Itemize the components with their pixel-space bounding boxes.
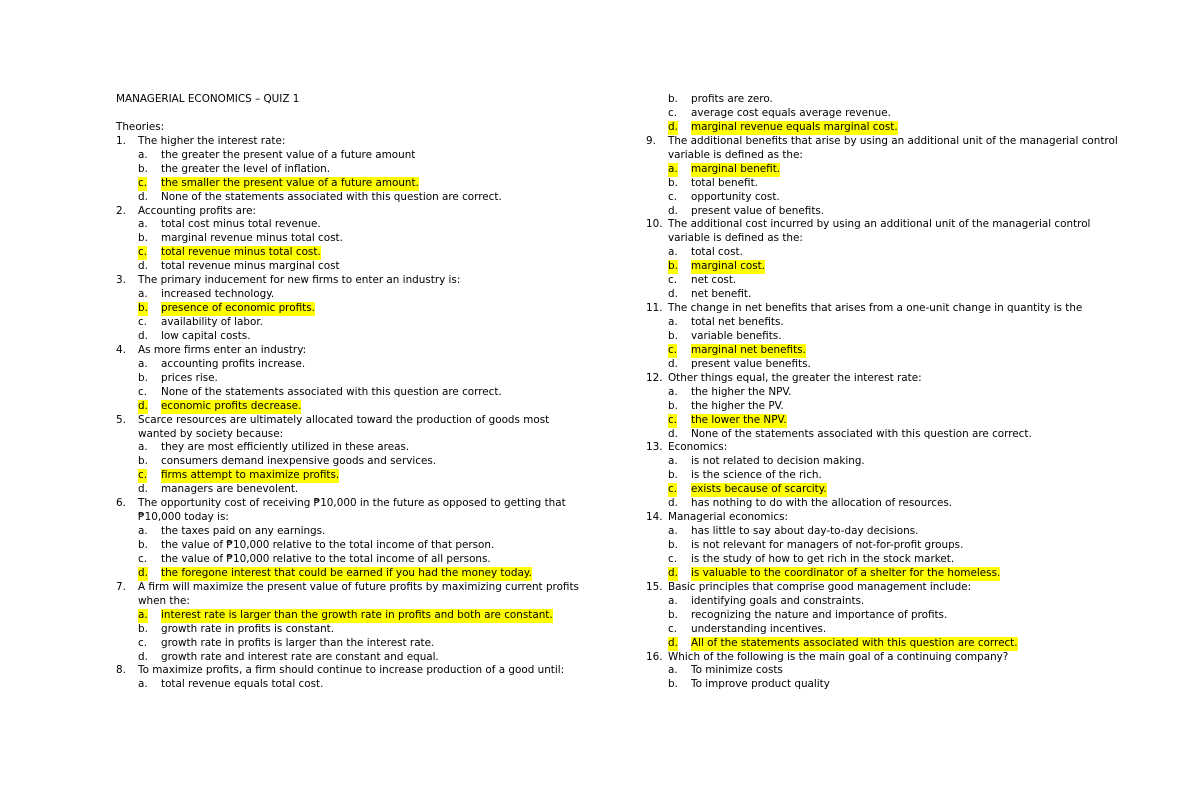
question-text: Which of the following is the main goal of a continuing company? [668, 650, 1009, 663]
answer-option [646, 358, 1126, 372]
option-letter: d. [138, 399, 148, 412]
answer-option [116, 288, 596, 302]
question-text: To maximize profits, a firm should continue to increase production of a good until: [138, 664, 565, 677]
answer-option [116, 455, 596, 469]
option-letter: d. [668, 204, 678, 217]
option-text: is not relevant for managers of not-for-profit groups. [691, 539, 964, 551]
question-text: The change in net benefits that arises from a one-unit change in quantity is the [668, 302, 1083, 315]
question-item [646, 511, 1126, 525]
option-text: prices rise. [161, 371, 218, 384]
question-number: 14. [646, 511, 663, 524]
option-letter: d. [668, 288, 678, 301]
option-letter: a. [138, 357, 148, 370]
answer-option [646, 246, 1126, 260]
question-number: 10. [646, 218, 663, 231]
option-text: the higher the PV. [691, 399, 784, 412]
question-text: Economics: [668, 441, 728, 454]
answer-option-highlighted [646, 637, 1126, 651]
answer-option [116, 191, 596, 205]
question-number: 6. [116, 497, 126, 510]
question-item [116, 497, 596, 511]
option-text: present value benefits. [691, 357, 811, 370]
option-text: is not related to decision making. [691, 455, 865, 468]
option-letter: c. [668, 483, 678, 496]
option-text: total benefit. [691, 176, 758, 189]
option-text: total revenue minus total cost. [161, 246, 321, 259]
option-letter: b. [668, 608, 678, 621]
answer-option [646, 595, 1126, 609]
option-letter: d. [668, 357, 678, 370]
question-text: variable is defined as the: [668, 232, 803, 245]
option-letter: b. [668, 329, 678, 342]
question-item [116, 135, 596, 149]
option-letter: c. [138, 385, 148, 398]
option-text: the smaller the present value of a future amount. [161, 176, 419, 189]
option-letter: b. [138, 302, 148, 315]
option-letter: a. [138, 441, 148, 454]
question-number: 8. [116, 664, 126, 677]
option-text: To minimize costs [691, 664, 783, 677]
option-letter: b. [668, 539, 678, 551]
question-text: variable is defined as the: [668, 148, 803, 161]
option-text: To improve product quality [691, 678, 830, 691]
question-number: 7. [116, 580, 126, 593]
option-text: All of the statements associated with this question are correct. [691, 636, 1018, 649]
option-text: total revenue minus marginal cost [161, 260, 340, 273]
answer-option [646, 428, 1126, 442]
option-text: the higher the NPV. [691, 385, 792, 398]
option-text: low capital costs. [161, 329, 251, 342]
question-text-continuation [646, 232, 1126, 246]
option-text: the greater the present value of a future amount [161, 148, 416, 161]
blank-line [116, 107, 596, 121]
question-item [646, 372, 1126, 386]
answer-option [646, 274, 1126, 288]
answer-option [116, 386, 596, 400]
option-letter: c. [668, 106, 678, 119]
option-text: is the study of how to get rich in the stock market. [691, 552, 955, 565]
answer-option [116, 553, 596, 567]
option-letter: b. [668, 678, 678, 691]
option-text: net benefit. [691, 288, 752, 301]
option-text: the lower the NPV. [691, 413, 787, 426]
option-letter: d. [138, 566, 148, 579]
option-letter: a. [138, 218, 148, 231]
option-text: economic profits decrease. [161, 399, 302, 412]
option-letter: b. [138, 622, 148, 635]
question-text: The additional benefits that arise by using an additional unit of the managerial control [668, 134, 1118, 147]
question-number: 3. [116, 274, 126, 287]
answer-option [646, 455, 1126, 469]
option-text: marginal cost. [691, 260, 766, 273]
option-letter: d. [138, 260, 148, 273]
answer-option [646, 609, 1126, 623]
question-text: wanted by society because: [138, 427, 284, 440]
question-number: 15. [646, 580, 663, 593]
question-text: Accounting profits are: [138, 204, 256, 217]
option-letter: b. [138, 371, 148, 384]
answer-option [646, 664, 1126, 678]
option-letter: d. [668, 497, 678, 510]
answer-option [116, 316, 596, 330]
page-title-line [116, 93, 596, 107]
option-letter: c. [138, 552, 148, 565]
answer-option-highlighted [116, 567, 596, 581]
option-text: average cost equals average revenue. [691, 106, 891, 119]
answer-option [116, 218, 596, 232]
option-text: exists because of scarcity. [691, 483, 827, 496]
option-letter: d. [668, 120, 678, 133]
answer-option [646, 400, 1126, 414]
answer-option [646, 205, 1126, 219]
answer-option [116, 330, 596, 344]
question-item [116, 344, 596, 358]
answer-option [116, 358, 596, 372]
option-letter: a. [668, 246, 678, 259]
option-text: growth rate in profits is constant. [161, 622, 335, 635]
question-item [116, 581, 596, 595]
question-item [646, 581, 1126, 595]
question-number: 12. [646, 371, 663, 384]
question-text: Basic principles that comprise good management include: [668, 580, 972, 593]
option-text: accounting profits increase. [161, 357, 306, 370]
right-column [646, 93, 1126, 692]
answer-option [646, 316, 1126, 330]
question-number: 1. [116, 134, 126, 147]
answer-option-highlighted [116, 400, 596, 414]
answer-option-highlighted [116, 246, 596, 260]
answer-option-highlighted [116, 177, 596, 191]
question-text: The additional cost incurred by using an additional unit of the managerial control [668, 218, 1091, 231]
question-item [646, 218, 1126, 232]
question-text: Scarce resources are ultimately allocated toward the production of goods most [138, 413, 550, 426]
answer-option [116, 623, 596, 637]
option-letter: c. [668, 343, 678, 356]
option-text: identifying goals and constraints. [691, 594, 865, 607]
option-letter: d. [138, 483, 148, 496]
option-letter: b. [668, 399, 678, 412]
option-text: increased technology. [161, 288, 275, 301]
option-text: availability of labor. [161, 316, 263, 328]
question-item [116, 274, 596, 288]
answer-option [646, 469, 1126, 483]
option-text: marginal revenue equals marginal cost. [691, 120, 898, 133]
answer-option [116, 260, 596, 274]
answer-option-highlighted [646, 483, 1126, 497]
option-letter: b. [138, 162, 148, 175]
answer-option-highlighted [646, 121, 1126, 135]
question-item [116, 664, 596, 678]
answer-option [116, 441, 596, 455]
answer-option [116, 637, 596, 651]
answer-option-highlighted [646, 163, 1126, 177]
answer-option [116, 232, 596, 246]
answer-option [646, 623, 1126, 637]
question-text: Managerial economics: [668, 511, 789, 524]
option-letter: c. [138, 316, 148, 328]
question-item [646, 302, 1126, 316]
option-letter: a. [668, 525, 678, 538]
answer-option [116, 678, 596, 692]
question-number: 4. [116, 343, 126, 356]
option-text: variable benefits. [691, 329, 782, 342]
option-letter: a. [668, 594, 678, 607]
question-item [646, 441, 1126, 455]
option-letter: c. [138, 246, 148, 259]
question-text: A firm will maximize the present value of future profits by maximizing current profits [138, 580, 579, 593]
option-text: is the science of the rich. [691, 469, 822, 482]
question-text: The primary inducement for new firms to enter an industry is: [138, 274, 461, 287]
answer-option-highlighted [646, 260, 1126, 274]
option-letter: a. [138, 678, 148, 691]
option-letter: d. [668, 566, 678, 579]
option-letter: a. [668, 664, 678, 677]
option-text: the greater the level of inflation. [161, 162, 331, 175]
page-title: MANAGERIAL ECONOMICS – QUIZ 1 [116, 93, 300, 105]
option-text: firms attempt to maximize profits. [161, 469, 340, 482]
option-letter: a. [668, 385, 678, 398]
option-letter: b. [138, 455, 148, 468]
option-text: total cost. [691, 246, 743, 259]
option-text: they are most efficiently utilized in these areas. [161, 441, 410, 454]
option-letter: d. [138, 329, 148, 342]
option-letter: b. [668, 469, 678, 482]
option-text: None of the statements associated with this question are correct. [161, 385, 502, 398]
option-text: recognizing the nature and importance of profits. [691, 608, 948, 621]
answer-option [646, 386, 1126, 400]
answer-option [646, 553, 1126, 567]
option-text: the value of ₱10,000 relative to the total income of all persons. [161, 552, 491, 565]
option-text: None of the statements associated with this question are correct. [691, 427, 1032, 440]
answer-option [116, 149, 596, 163]
option-text: has nothing to do with the allocation of resources. [691, 497, 953, 510]
question-number: 11. [646, 302, 663, 315]
question-text-continuation [646, 149, 1126, 163]
answer-option-highlighted [116, 302, 596, 316]
option-letter: a. [138, 525, 148, 538]
answer-option [646, 177, 1126, 191]
option-text: marginal net benefits. [691, 343, 806, 356]
answer-option-highlighted [116, 469, 596, 483]
option-text: the taxes paid on any earnings. [161, 525, 326, 538]
question-item [116, 414, 596, 428]
answer-option [646, 539, 1126, 553]
question-text: Other things equal, the greater the interest rate: [668, 371, 922, 384]
option-letter: c. [138, 636, 148, 649]
answer-option [646, 330, 1126, 344]
option-text: total cost minus total revenue. [161, 218, 321, 231]
left-column [116, 93, 596, 692]
answer-option [646, 525, 1126, 539]
option-letter: c. [668, 274, 678, 287]
answer-option [646, 288, 1126, 302]
option-letter: c. [668, 552, 678, 565]
option-letter: d. [138, 650, 148, 663]
option-letter: c. [138, 176, 148, 189]
question-number: 9. [646, 134, 656, 147]
answer-option [646, 678, 1126, 692]
answer-option [646, 191, 1126, 205]
question-number: 13. [646, 441, 663, 454]
option-text: understanding incentives. [691, 622, 827, 635]
option-text: growth rate and interest rate are constant and equal. [161, 650, 439, 663]
question-text: As more firms enter an industry: [138, 343, 307, 356]
option-letter: d. [668, 636, 678, 649]
option-text: presence of economic profits. [161, 302, 315, 315]
answer-option [116, 651, 596, 665]
option-text: the value of ₱10,000 relative to the total income of that person. [161, 539, 495, 551]
question-text-continuation [116, 511, 596, 525]
option-text: total revenue equals total cost. [161, 678, 324, 691]
question-item [116, 205, 596, 219]
option-text: present value of benefits. [691, 204, 825, 217]
option-letter: c. [668, 413, 678, 426]
section-heading: Theories: [116, 120, 165, 133]
question-item [646, 651, 1126, 665]
question-text: when the: [138, 594, 190, 607]
answer-option-highlighted [646, 567, 1126, 581]
question-number: 16. [646, 650, 663, 663]
option-text: is valuable to the coordinator of a shelter for the homeless. [691, 566, 1001, 579]
option-letter: a. [138, 148, 148, 161]
option-letter: d. [668, 427, 678, 440]
option-letter: c. [138, 469, 148, 482]
option-text: marginal revenue minus total cost. [161, 232, 343, 245]
question-number: 5. [116, 413, 126, 426]
option-text: opportunity cost. [691, 190, 780, 203]
option-letter: c. [668, 190, 678, 203]
question-number: 2. [116, 204, 126, 217]
option-letter: a. [138, 608, 148, 621]
option-text: interest rate is larger than the growth rate in profits and both are constant. [161, 608, 553, 621]
option-letter: a. [668, 316, 678, 328]
option-text: total net benefits. [691, 316, 784, 328]
question-text: The higher the interest rate: [138, 134, 286, 147]
option-letter: a. [668, 162, 678, 175]
section-heading-line [116, 121, 596, 135]
option-letter: a. [138, 288, 148, 301]
answer-option [116, 372, 596, 386]
answer-option-highlighted [646, 414, 1126, 428]
option-text: consumers demand inexpensive goods and services. [161, 455, 437, 468]
answer-option [116, 539, 596, 553]
option-text: None of the statements associated with this question are correct. [161, 190, 502, 203]
answer-option [116, 163, 596, 177]
question-text: The opportunity cost of receiving ₱10,000 in the future as opposed to getting that [138, 497, 566, 510]
option-letter: b. [668, 260, 678, 273]
answer-option [646, 497, 1126, 511]
answer-option-highlighted [116, 609, 596, 623]
option-letter: c. [668, 622, 678, 635]
answer-option [646, 107, 1126, 121]
question-text-continuation [116, 428, 596, 442]
option-letter: b. [668, 93, 678, 105]
option-text: the foregone interest that could be earned if you had the money today. [161, 566, 532, 579]
option-letter: b. [138, 232, 148, 245]
option-letter: b. [138, 539, 148, 551]
option-text: managers are benevolent. [161, 483, 299, 496]
option-letter: d. [138, 190, 148, 203]
answer-option [646, 93, 1126, 107]
answer-option-highlighted [646, 344, 1126, 358]
question-text-continuation [116, 595, 596, 609]
option-letter: b. [668, 176, 678, 189]
question-item [646, 135, 1126, 149]
answer-option [116, 525, 596, 539]
answer-option [116, 483, 596, 497]
option-text: growth rate in profits is larger than the interest rate. [161, 636, 435, 649]
option-letter: a. [668, 455, 678, 468]
option-text: profits are zero. [691, 93, 773, 105]
option-text: has little to say about day-to-day decisions. [691, 525, 919, 538]
option-text: net cost. [691, 274, 737, 287]
option-text: marginal benefit. [691, 162, 781, 175]
question-text: ₱10,000 today is: [138, 511, 229, 524]
